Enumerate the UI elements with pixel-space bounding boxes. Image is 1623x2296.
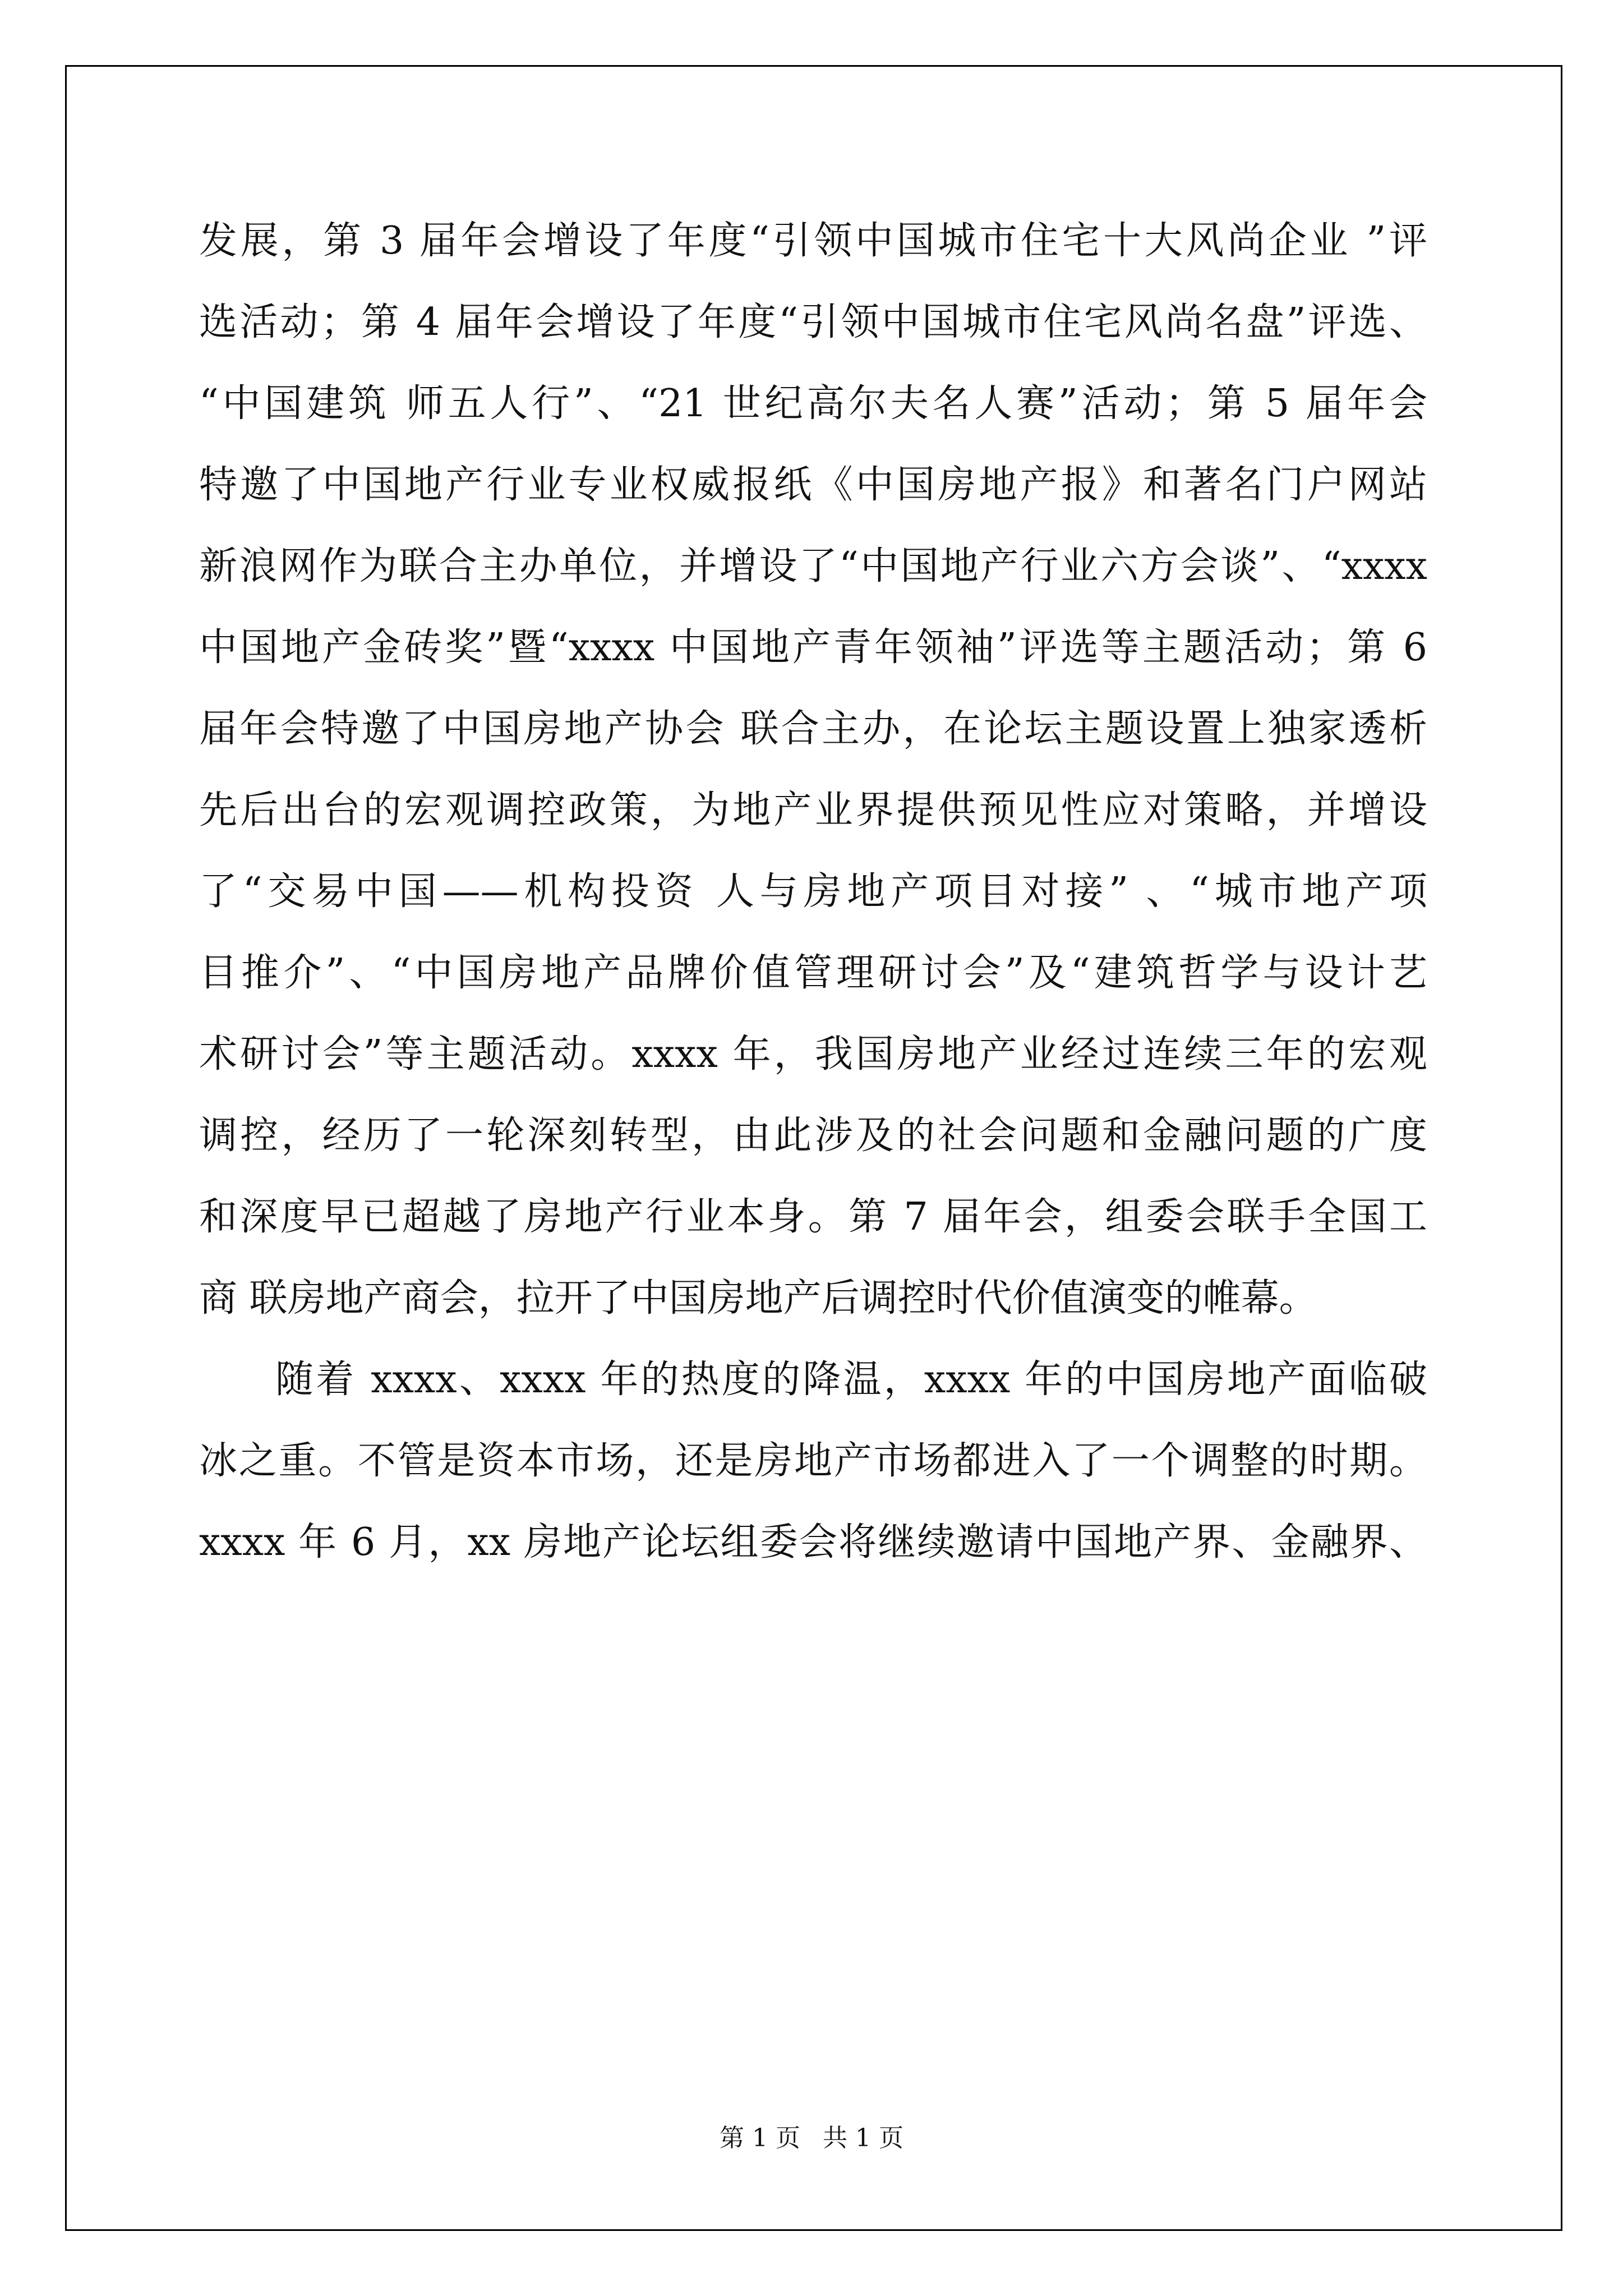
text-line: xxxx 年 6 月，xx 房地产论坛组委会将继续邀请中国地产界、金融界、 bbox=[199, 1520, 1427, 1565]
text-line: 先后出台的宏观调控政策，为地产业界提供预见性应对策略，并增设 bbox=[199, 788, 1427, 832]
page-footer bbox=[0, 2118, 1623, 2154]
text-line: 术研讨会”等主题活动。xxxx 年，我国房地产业经过连续三年的宏观 bbox=[199, 1032, 1427, 1076]
text-line: 和深度早已超越了房地产行业本身。第 7 届年会，组委会联手全国工 bbox=[199, 1195, 1427, 1239]
text-line: 中国地产金砖奖”暨“xxxx 中国地产青年领袖”评选等主题活动；第 6 bbox=[199, 625, 1427, 670]
text-line: 目推介”、“中国房地产品牌价值管理研讨会”及“建筑哲学与设计艺 bbox=[199, 951, 1427, 995]
text-line: 调控，经历了一轮深刻转型，由此涉及的社会问题和金融问题的广度 bbox=[199, 1114, 1427, 1158]
page-number: 第 1 页 bbox=[720, 2124, 800, 2152]
text-line: “中国建筑 师五人行”、“21 世纪高尔夫名人赛”活动；第 5 届年会 bbox=[199, 381, 1427, 426]
page-total: 共 1 页 bbox=[823, 2124, 903, 2152]
text-line: 商 联房地产商会，拉开了中国房地产后调控时代价值演变的帷幕。 bbox=[199, 1276, 1317, 1320]
text-line: 了“交易中国——机构投资 人与房地产项目对接” 、“城市地产项 bbox=[199, 869, 1427, 914]
text-line: 届年会特邀了中国房地产协会 联合主办，在论坛主题设置上独家透析 bbox=[199, 707, 1427, 751]
text-line: 特邀了中国地产行业专业权威报纸《中国房地产报》和著名门户网站 bbox=[199, 463, 1427, 507]
text-line: 发展，第 3 届年会增设了年度“引领中国城市住宅十大风尚企业 ”评 bbox=[199, 219, 1427, 263]
text-line: 新浪网作为联合主办单位，并增设了“中国地产行业六方会谈”、“xxxx bbox=[199, 544, 1427, 588]
text-line: 随着 xxxx、xxxx 年的热度的降温，xxxx 年的中国房地产面临破 bbox=[275, 1358, 1427, 1402]
text-line: 选活动；第 4 届年会增设了年度“引领中国城市住宅风尚名盘”评选、 bbox=[199, 300, 1427, 344]
text-line: 冰之重。不管是资本市场，还是房地产市场都进入了一个调整的时期。 bbox=[199, 1439, 1427, 1483]
